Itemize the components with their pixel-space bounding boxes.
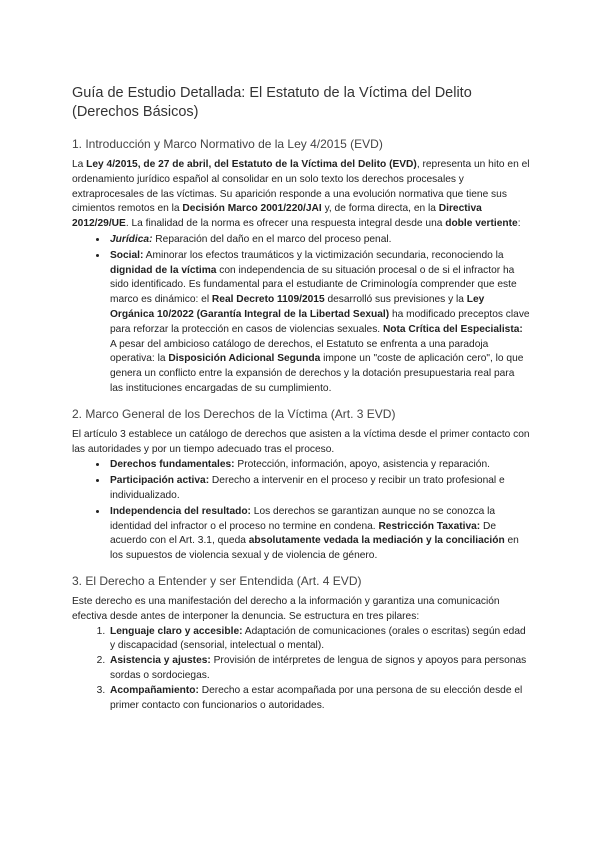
section-3 [72,574,530,713]
bullet-juridica: • Jurídica: Reparación del daño en el marco del proceso penal. [108,232,530,248]
section-3-numbered-list [72,625,530,714]
section-1-intro: La Ley 4/2015, de 27 de abril, del Estatuto de la Víctima del Delito (EVD), representa un hito en el ordenamiento jurídico español al consolidar en un solo texto los derechos procesales y extraprocesales de las víctimas. Su aparición responde a una evolución normativa que tiene sus cimientos remotos en la Decisión Marco 2001/220/JAI y, de forma directa, en la Directiva 2012/29/UE. La finalidad de la norma es ofrecer una respuesta integral desde una doble vertiente: [72,159,530,230]
item-lenguaje-claro: 1. Lenguaje claro y accesible: Adaptación de comunicaciones (orales o escritas) según edad y discapacidad (sensorial, intelectual o mental). [108,625,530,655]
section-2 [72,407,530,564]
section-2-bullet-list [72,457,530,564]
section-1 [72,137,530,397]
section-1-heading: 1. Introducción y Marco Normativo de la Ley 4/2015 (EVD) [72,137,383,151]
bullet-participacion-activa: • Participación activa: Derecho a intervenir en el proceso y recibir un trato profesional e individualizado. [108,473,530,504]
item-acompanamiento: 3. Acompañamiento: Derecho a estar acompañada por una persona de su elección desde el primer contacto con funcionarios o autoridades. [108,684,530,714]
section-3-intro: Este derecho es una manifestación del derecho a la información y garantiza una comunicación efectiva desde antes de interponer la denuncia. Se estructura en tres pilares: [72,595,500,622]
document-title: Guía de Estudio Detallada: El Estatuto de la Víctima del Delito (Derechos Básicos) [72,85,472,120]
bullet-social: • Social: Aminorar los efectos traumáticos y la victimización secundaria, reconociendo la dignidad de la víctima con independencia de su situación procesal o de si el infractor ha sido identificado. Es fundamental para el estudiante de Criminología comprender que este marco es dinámico: el Real Decreto 1109/2015 desarrolló sus previsiones y la Ley Orgánica 10/2022 (Garantía Integral de la Libertad Sexual) ha modificado preceptos clave para reforzar la protección en casos de violencias sexuales. Nota Crítica del Especialista: A pesar del ambicioso catálogo de derechos, el Estatuto se enfrenta a una paradoja operativa: la Disposición Adicional Segunda impone un "coste de aplicación cero", lo que genera un conflicto entre la expansión de derechos y la dotación presupuestaria real para las instituciones encargadas de su cumplimiento. [108,248,530,397]
section-2-heading: 2. Marco General de los Derechos de la Víctima (Art. 3 EVD) [72,406,396,421]
section-2-intro: El artículo 3 establece un catálogo de derechos que asisten a la víctima desde el primer contacto con las autoridades y por un tiempo adecuado tras el proceso. [72,428,530,455]
section-1-bullet-list [72,232,530,397]
item-asistencia-ajustes: 2. Asistencia y ajustes: Provisión de intérpretes de lengua de signos y apoyos para personas sordas o sordociegas. [108,654,530,684]
document-page [72,84,530,723]
section-3-heading: 3. El Derecho a Entender y ser Entendida (Art. 4 EVD) [72,573,362,588]
bullet-independencia-resultado: • Independencia del resultado: Los derechos se garantizan aunque no se conozca la identidad del infractor o el proceso no termine en condena. Restricción Taxativa: De acuerdo con el Art. 3.1, queda absolutamente vedada la mediación y la conciliación en los supuestos de violencia sexual y de violencia de género. [108,504,530,564]
bullet-derechos-fundamentales: • Derechos fundamentales: Protección, información, apoyo, asistencia y reparación. [108,457,530,473]
